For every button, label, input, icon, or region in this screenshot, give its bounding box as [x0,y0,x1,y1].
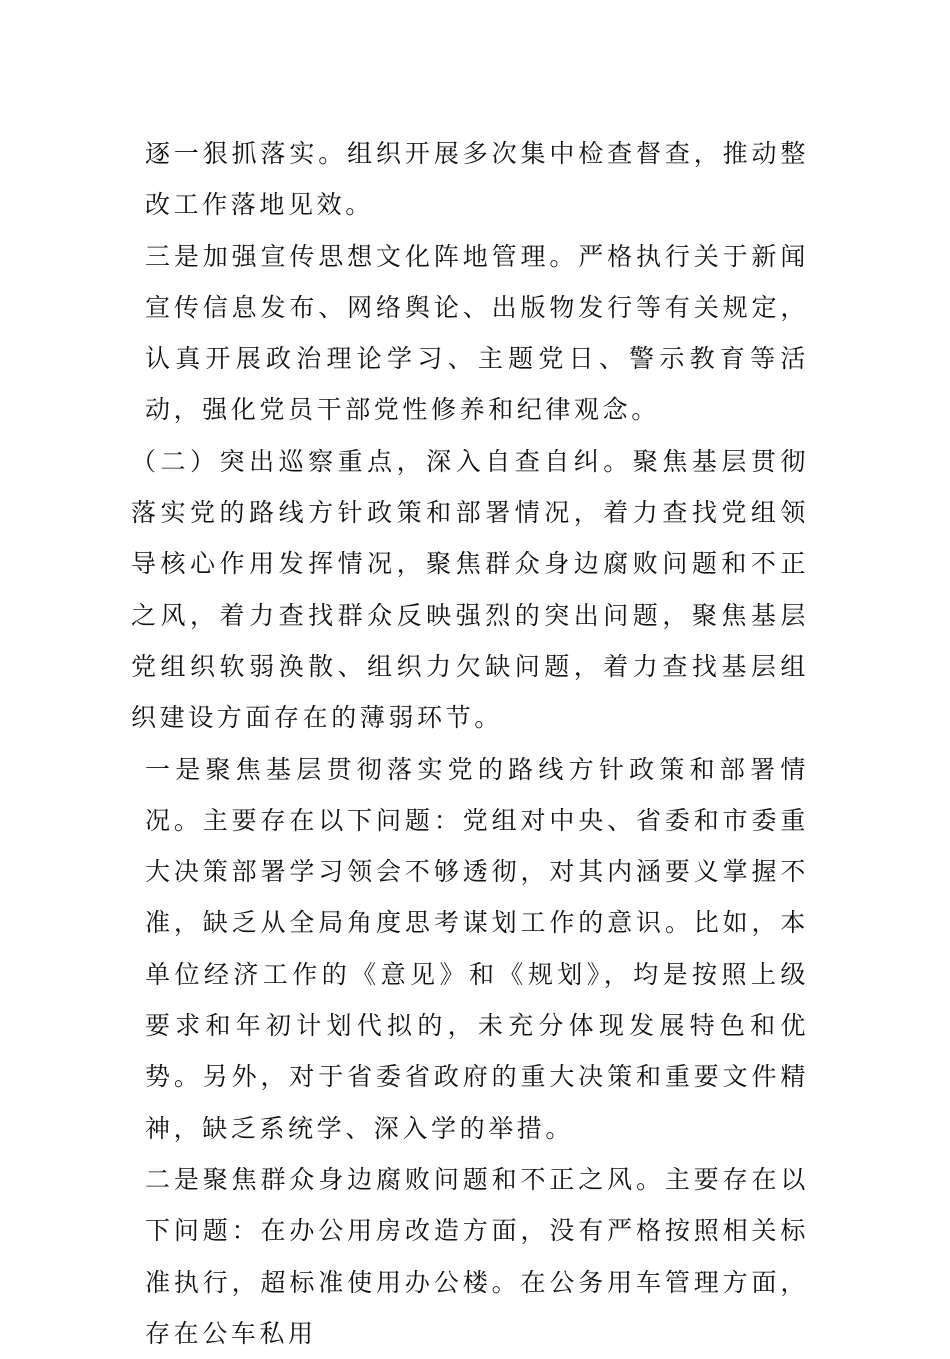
paragraph-continuation: 逐一狠抓落实。组织开展多次集中检查督查，推动整改工作落地见效。 [145,139,809,220]
paragraph-point-one: 一是聚焦基层贯彻落实党的路线方针政策和部署情况。主要存在以下问题：党组对中央、省委和市委重大决策部署学习领会不够透彻，对其内涵要义掌握不准，缺乏从全局角度思考谋划工作的意识。比如，本单位经济工作的《意见》和《规划》，均是按照上级要求和年初计划代拟的，未充分体现发展特色和优势。另外，对于省委省政府的重大决策和重要文件精神，缺乏系统学、深入学的举措。 [145,754,809,1143]
paragraph-propaganda-management: 三是加强宣传思想文化阵地管理。严格执行关于新闻宣传信息发布、网络舆论、出版物发行等有关规定，认真开展政治理论学习、主题党日、警示教育等活动，强化党员干部党性修养和纪律观念。 [145,241,809,425]
paragraph-point-two: 二是聚焦群众身边腐败问题和不正之风。主要存在以下问题：在办公用房改造方面，没有严格按照相关标准执行，超标准使用办公楼。在公务用车管理方面，存在公车私用 [145,1164,809,1348]
paragraph-section-two-heading: （二）突出巡察重点，深入自查自纠。聚焦基层贯彻落实党的路线方针政策和部署情况，着力查找党组领导核心作用发挥情况，聚焦群众身边腐败问题和不正之风，着力查找群众反映强烈的突出问题，聚焦基层党组织软弱涣散、组织力欠缺问题，着力查找基层组织建设方面存在的薄弱环节。 [131,446,809,733]
document-body [131,128,809,1359]
